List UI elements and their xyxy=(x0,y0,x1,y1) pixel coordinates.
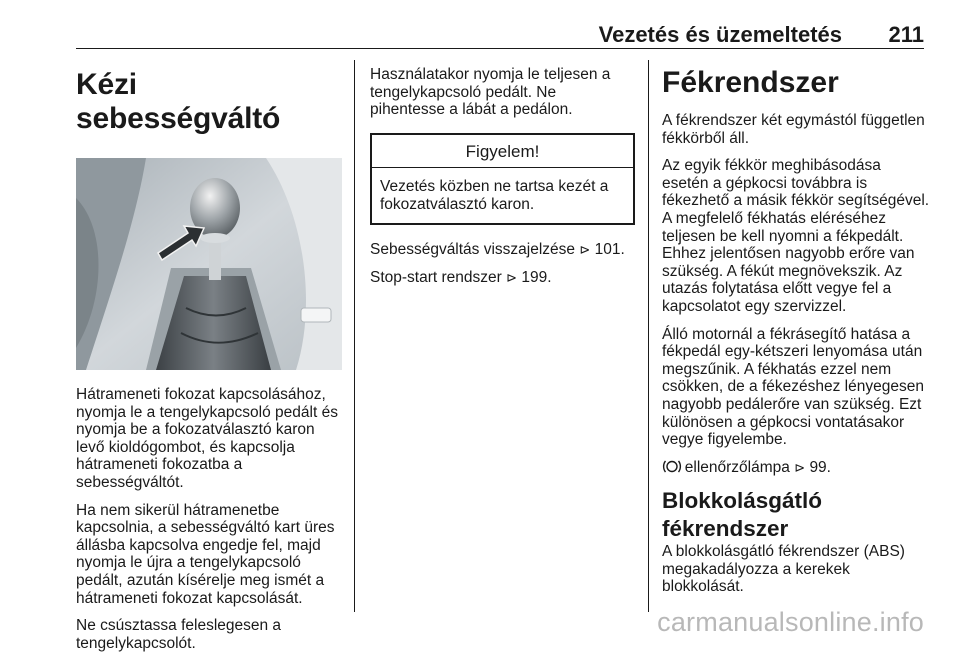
reference-page: 199. xyxy=(521,269,552,287)
watermark: carmanualsonline.info xyxy=(657,607,924,637)
paragraph-clutch-usage: Használatakor nyomja le teljesen a tengelykapcsoló pedált. Ne pihentesse a lábát a pedálon. xyxy=(370,66,611,119)
paragraph-circuit-failure: Az egyik fékkör meghibásodása esetén a gépkocsi továbbra is fékezhető a másik fékkör segítségével. A megfelelő fékhatás eléréséhez teljesen be kell nyomni a fékpedált. Ehhez jelentősen nagyobb erőre van szükség. A fékút megnövekszik. Az utazás folytatása előtt vegye fel a kapcsolatot egy szervizzel. xyxy=(662,157,930,315)
paragraph-booster: Álló motornál a fékrásegítő hatása a fékpedál egy-kétszeri lenyomása után megszűnik. A fékhatás ezzel nem csökken, de a fékezéshez lényegesen nagyobb pedálerőre van szükség. Ezt különösen a gépkocsi vontatásakor vegye figyelembe. xyxy=(662,325,924,449)
paragraph-abs: A blokkolásgátló fékrendszer (ABS) megakadályozza a kerekek blokkolását. xyxy=(662,543,905,596)
paragraph-reverse-retry: Ha nem sikerül hátramenetbe kapcsolnia, a sebességváltó kart üres állásba kapcsolva engedje fel, majd nyomja le újra a tengelykapcsoló pedált, azután kísérelje meg ismét a hátrameneti fokozat kapcsolását. xyxy=(76,501,335,607)
column-brakes xyxy=(662,60,930,606)
section-title: Vezetés és üzemeltetés xyxy=(598,22,842,47)
paragraph-reverse-gear: Hátrameneti fokozat kapcsolásához, nyomja le a tengelykapcsoló pedált és nyomja be a fokozatválasztó karon levő kioldógombot, és kapcsolja hátrameneti fokozatba a sebességváltót. xyxy=(76,386,338,491)
warning-body: Vezetés közben ne tartsa kezét a fokozatválasztó karon. xyxy=(380,178,609,213)
gear-shift-image xyxy=(76,158,342,370)
paragraph-clutch-slip: Ne csúsztassa feleslegesen a tengelykapcsolót. xyxy=(76,617,282,652)
column-divider-2 xyxy=(648,60,649,612)
reference-page: 99. xyxy=(809,458,831,476)
gear-shift-lever-illustration xyxy=(76,158,342,370)
reference-text: Sebességváltás visszajelzése xyxy=(370,240,576,258)
paragraph-brake-circuits: A fékrendszer két egymástól független fékkörből áll. xyxy=(662,112,925,147)
column-divider-1 xyxy=(354,60,355,612)
reference-shift-indicator[interactable] xyxy=(370,241,635,260)
reference-text: Stop-start rendszer xyxy=(370,269,502,287)
brake-warning-lamp-icon xyxy=(662,458,685,476)
column-clutch xyxy=(370,66,635,298)
reference-arrow-icon: ⊳ xyxy=(579,242,591,258)
page-number: 211 xyxy=(888,22,924,47)
header-rule xyxy=(76,48,924,49)
reference-page: 101. xyxy=(594,240,625,258)
column-manual-gearbox xyxy=(76,60,342,662)
reference-text: ellenőrzőlámpa xyxy=(684,458,790,476)
reference-stop-start[interactable] xyxy=(370,269,635,288)
heading-manual-gearbox: Kézi sebességváltó xyxy=(76,68,281,135)
heading-abs: Blokkolásgátló fékrendszer xyxy=(662,488,823,542)
warning-title: Figyelem! xyxy=(372,135,633,169)
warning-box xyxy=(370,133,635,225)
heading-brake-system: Fékrendszer xyxy=(662,66,839,99)
reference-arrow-icon: ⊳ xyxy=(506,271,518,287)
reference-brake-lamp[interactable] xyxy=(662,459,930,478)
page-header xyxy=(0,0,960,60)
reference-arrow-icon: ⊳ xyxy=(794,460,806,476)
